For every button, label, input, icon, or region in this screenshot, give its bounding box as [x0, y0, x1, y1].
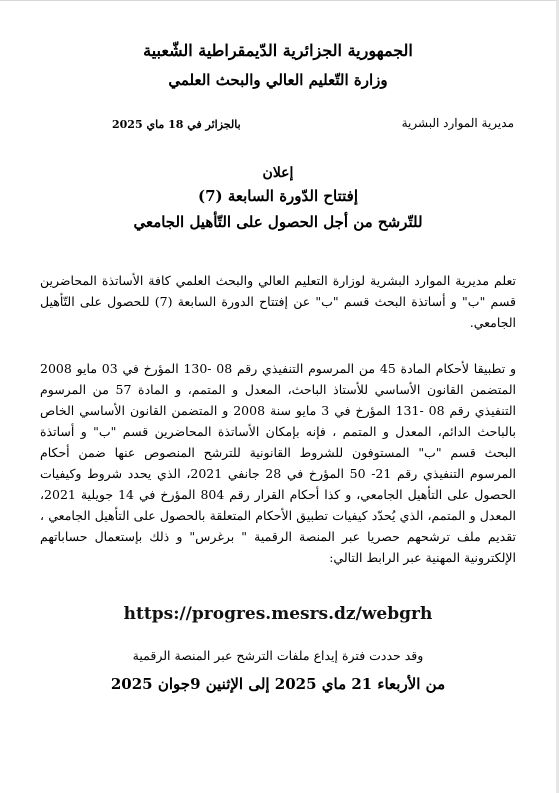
place-date: بالجزائر في 18 ماي 2025 — [112, 118, 241, 131]
candidacy-title: للتّرشح من أجل الحصول على التّأهيل الجامعي — [133, 213, 423, 231]
opening-title: إفتتاح الدّورة السابعة (7) — [197, 187, 359, 205]
platform-link[interactable]: https://progres.mesrs.dz/webgrh — [123, 604, 433, 624]
deadline-intro: وقد حددت فترة إيداع ملفات الترشح عبر المنصة الرقمية — [132, 648, 424, 663]
legal-paragraph: و تطبيقا لأحكام المادة 45 من المرسوم التنفيذي رقم 08 -130 المؤرخ في 03 مايو 2008 المتضمن القانون الأساسي للأستاذ الباحث، المعدل و المتمم، و المادة 57 من المرسوم التنفيذي رقم 08 -131 المؤرخ في 3 مايو سنة 2008 و المتضمن القانون الأساسي الخاص بالباحث الدائم، المعدل و المتمم ، فإنه بإمكان الأساتذة المحاضرين قسم "ب" و أساتذة البحث قسم "ب" المستوفون للشروط القانونية للترشح المنصوص عنها ضمن أحكام المرسوم التنفيذي رقم 21- 50 المؤرخ في 28 جانفي 2021، الذي يحدد شروط وكيفيات الحصول على التأهيل الجامعي، و كذا أحكام القرار رقم 804 المؤرخ في 14 جويلية 2021، المعدل و المتمم، الذي يُحدّد كيفيات تطبيق الأحكام المتعلقة بالحصول على التأهيل الجامعي ، تقديم ملف ترشحهم حصريا عبر المنصة الرقمية " برغرس" و ذلك بإستعمال حساباتهم الإلكترونية المهنية عبر الرابط التالي: — [40, 360, 517, 565]
intro-paragraph: تعلم مديرية الموارد البشرية لوزارة التعليم العالي والبحث العلمي كافة الأساتذة المحاضرين قسم "ب" و أساتذة البحث قسم "ب" عن إفتتاح الدورة السابعة (7) للحصول على التّأهيل الجامعي. — [40, 272, 516, 330]
deadline-period: من الأربعاء 21 ماي 2025 إلى الإثنين 9جوان 2025 — [110, 675, 446, 693]
republic-header: الجمهورية الجزائرية الدّيمقراطية الشّعبية — [143, 41, 413, 60]
ministry-header: وزارة التّعليم العالي والبحث العلمي — [168, 71, 388, 89]
announcement-title: إعلان — [262, 165, 294, 181]
directorate-label: مديرية الموارد البشرية — [401, 116, 514, 130]
